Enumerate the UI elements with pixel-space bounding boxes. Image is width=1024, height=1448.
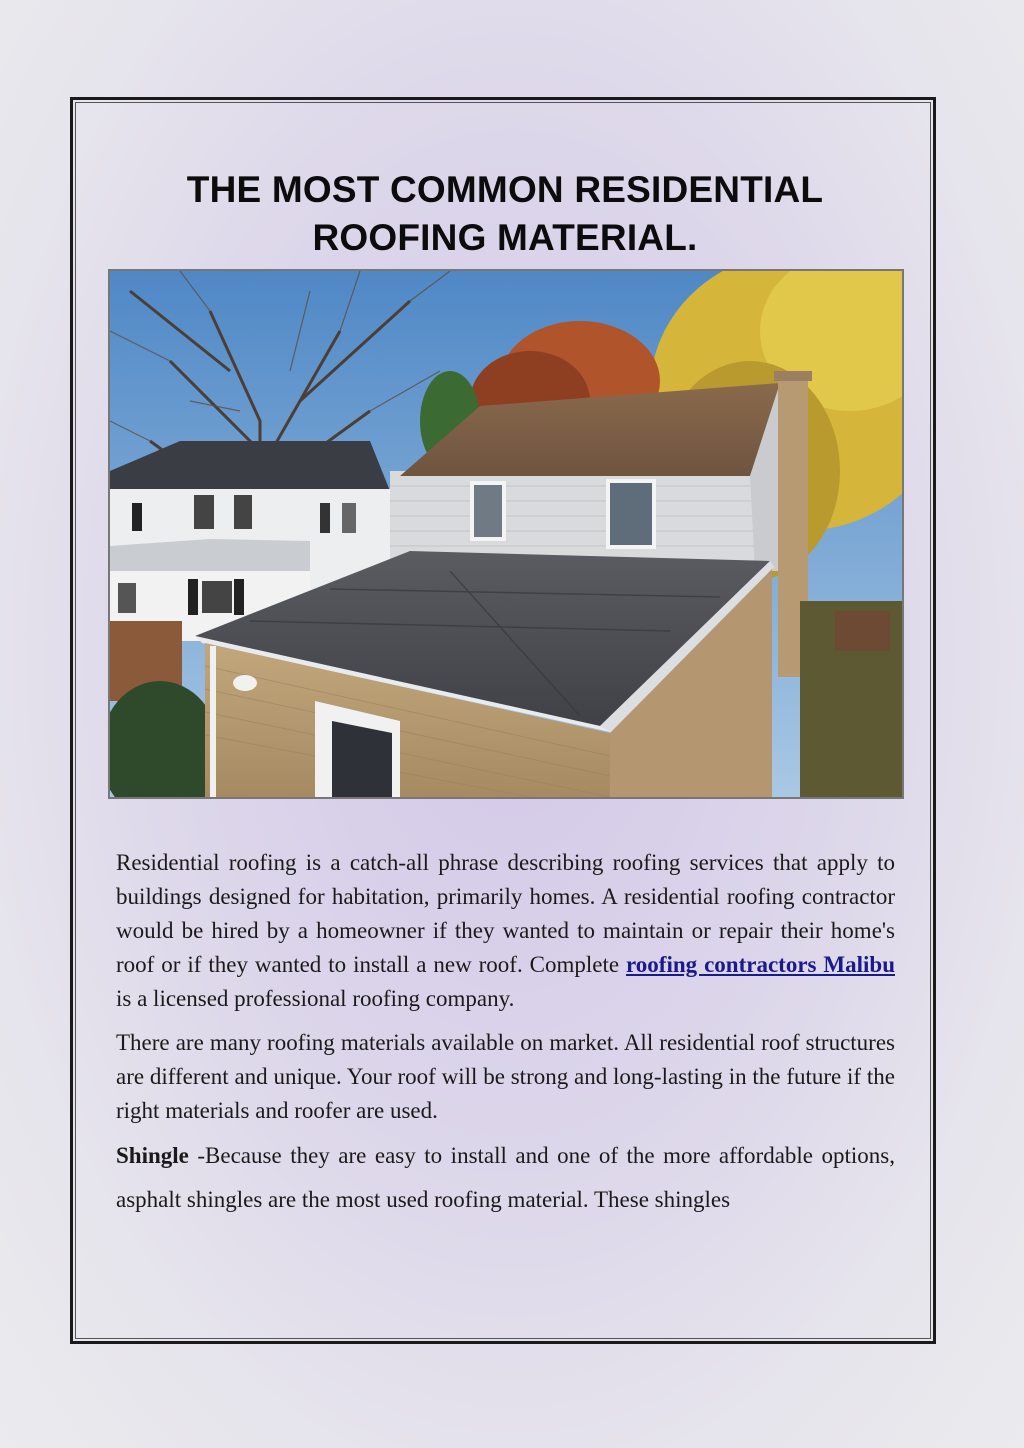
shingle-heading: Shingle (116, 1143, 189, 1168)
paragraph-1-text: Residential roofing is a catch-all phrase describing roofing services that apply to buildings designed for habitation, primarily homes. A residential roofing contractor would be hired by a homeowner if they wanted to maintain or repair their home's roof or if they wanted to install a new roof. Complete (116, 850, 895, 977)
title-line-1: THE MOST COMMON RESIDENTIAL (186, 169, 824, 210)
roofing-contractors-link[interactable]: roofing contractors Malibu (626, 952, 895, 977)
paragraph-3 (116, 1134, 895, 1222)
paragraph-3-text: -Because they are easy to install and one of the more affordable options, asphalt shingles are the most used roofing material. These shingles (116, 1143, 895, 1212)
paragraph-2: There are many roofing materials available on market. All residential roof structures are different and unique. Your roof will be strong and long-lasting in the future if the right materials and roofer are used. (116, 1030, 895, 1123)
paragraph-1-tail: is a licensed professional roofing company. (116, 986, 515, 1011)
title-line-2: ROOFING MATERIAL. (312, 217, 698, 258)
paragraph-1 (116, 846, 895, 1016)
article-body (116, 846, 895, 1232)
roof-photo (108, 269, 904, 799)
page-title (72, 166, 938, 262)
